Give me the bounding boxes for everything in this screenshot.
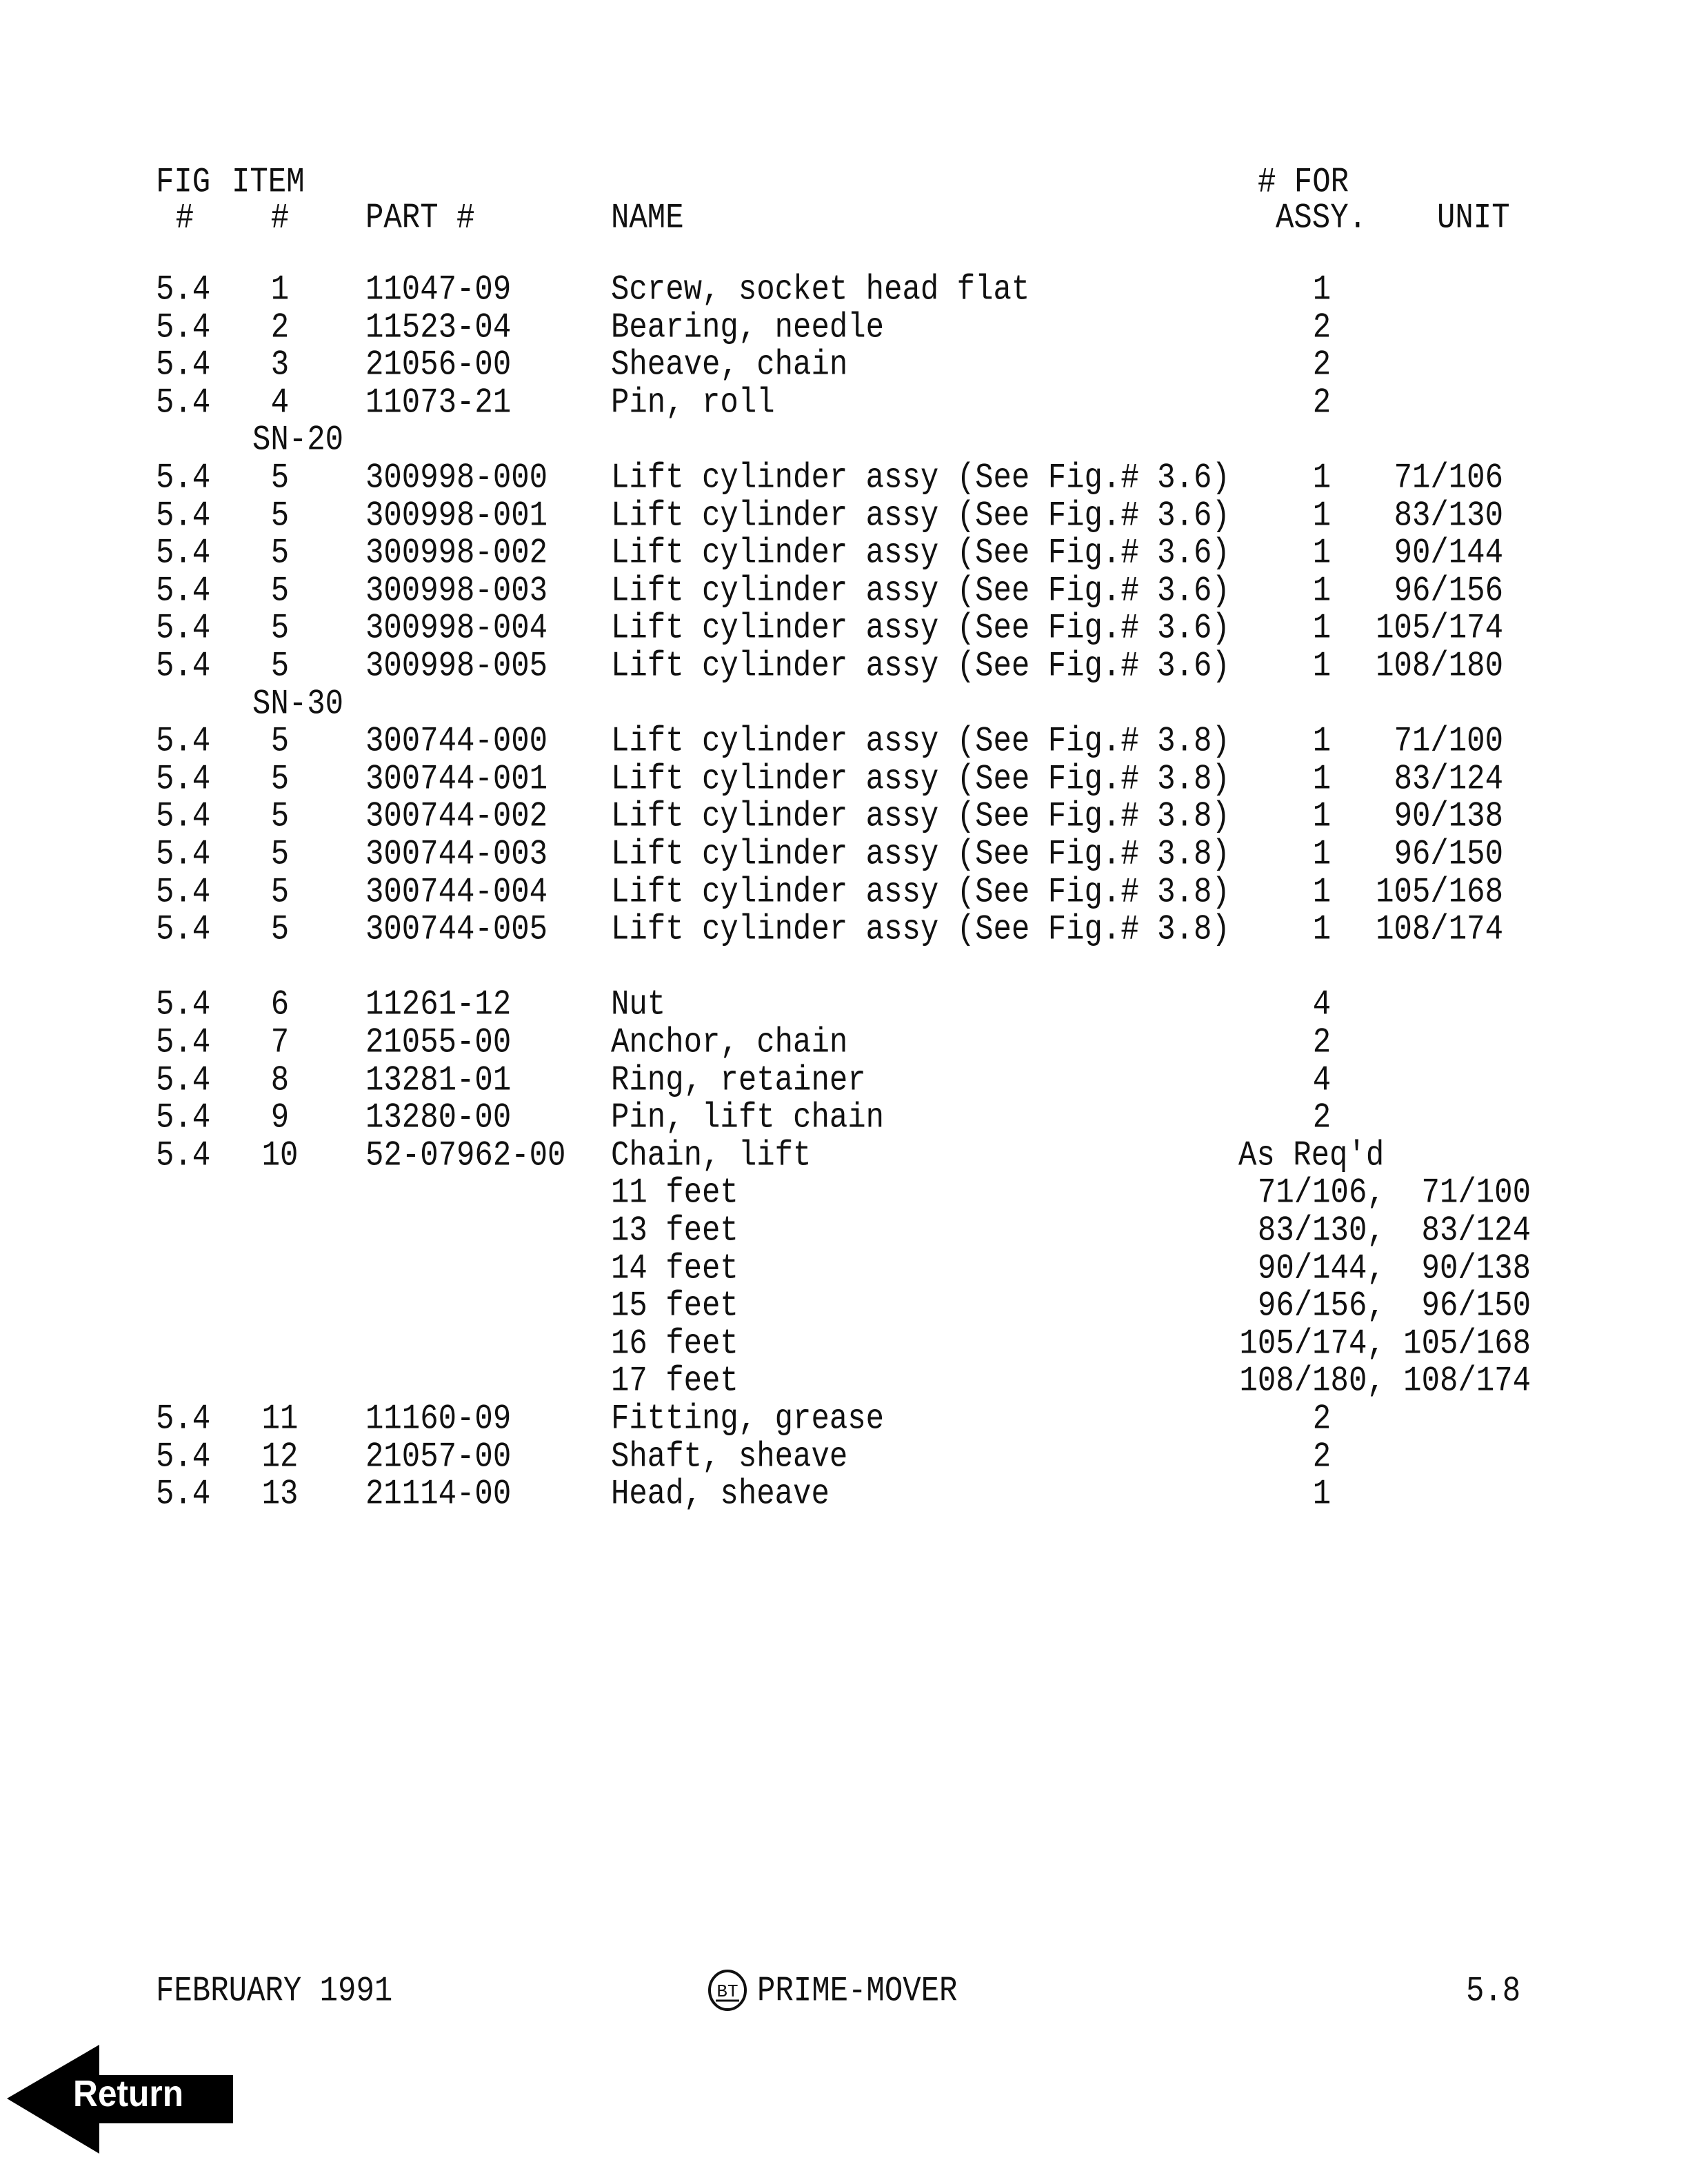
fig-number: 5.4 (156, 722, 211, 762)
item-number: 1 (270, 270, 290, 310)
part-number: 300998-004 (365, 609, 548, 649)
part-number: 300998-002 (365, 534, 548, 574)
part-name: Ring, retainer (611, 1060, 866, 1101)
unit: 96/150 (1394, 835, 1503, 875)
part-name: Lift cylinder assy (See Fig.# 3.8) (611, 910, 1230, 950)
part-number: 11047-09 (365, 270, 512, 310)
quantity-for-assy: 1 (1312, 609, 1332, 649)
item-number: 4 (270, 383, 290, 423)
part-number: 13280-00 (365, 1098, 512, 1138)
fig-number: 5.4 (156, 307, 211, 348)
part-name: Lift cylinder assy (See Fig.# 3.8) (611, 722, 1230, 762)
fig-number: 5.4 (156, 572, 211, 611)
fig-number: 5.4 (156, 1437, 211, 1477)
quantity-for-assy: 2 (1312, 1023, 1332, 1063)
header-item: ITEM (232, 163, 305, 203)
svg-text:BT: BT (716, 1981, 738, 2002)
header-part-number: PART # (365, 199, 475, 239)
part-name: Nut (611, 985, 666, 1026)
footer-page-number: 5.8 (1466, 1972, 1521, 2012)
item-number: 6 (270, 985, 290, 1026)
item-number: 5 (270, 872, 290, 913)
item-number: 13 (261, 1475, 299, 1515)
part-name: Lift cylinder assy (See Fig.# 3.8) (611, 760, 1230, 800)
unit: 83/130 (1394, 496, 1503, 536)
part-name: Lift cylinder assy (See Fig.# 3.6) (611, 609, 1230, 649)
fig-number: 5.4 (156, 760, 211, 800)
fig-number: 5.4 (156, 797, 211, 838)
fig-number: 5.4 (156, 496, 211, 536)
part-number: 300744-001 (365, 760, 548, 800)
unit: 108/174 (1376, 910, 1503, 950)
header-fig: FIG (156, 163, 211, 203)
item-number: 5 (270, 760, 290, 800)
fig-number: 5.4 (156, 985, 211, 1026)
part-name: Shaft, sheave (611, 1437, 848, 1477)
serial-section-label: SN-30 (252, 684, 344, 725)
quantity-for-assy: 1 (1312, 534, 1332, 574)
quantity-for-assy: 1 (1312, 458, 1332, 498)
header-name: NAME (611, 199, 684, 239)
part-number: 300744-003 (365, 835, 548, 875)
part-number: 21114-00 (365, 1475, 512, 1515)
item-number: 8 (270, 1060, 290, 1101)
unit-pair: 108/180, 108/174 (1239, 1362, 1531, 1402)
item-number: 10 (261, 1136, 299, 1176)
part-name: Lift cylinder assy (See Fig.# 3.6) (611, 458, 1230, 498)
fig-number: 5.4 (156, 534, 211, 574)
serial-section-label: SN-20 (252, 421, 344, 461)
fig-number: 5.4 (156, 1023, 211, 1063)
item-number: 5 (270, 572, 290, 611)
header-fig-number: # (175, 199, 194, 239)
item-number: 3 (270, 345, 290, 385)
unit-pair: 83/130, 83/124 (1257, 1211, 1531, 1251)
quantity-for-assy: 1 (1312, 872, 1332, 913)
quantity-for-assy: As Req'd (1238, 1136, 1385, 1176)
item-number: 5 (270, 458, 290, 498)
quantity-for-assy: 2 (1312, 1437, 1332, 1477)
part-number: 300998-003 (365, 572, 548, 611)
unit: 71/106 (1394, 458, 1503, 498)
quantity-for-assy: 2 (1312, 1399, 1332, 1439)
quantity-for-assy: 1 (1312, 647, 1332, 687)
quantity-for-assy: 1 (1312, 760, 1332, 800)
unit: 96/156 (1394, 572, 1503, 611)
fig-number: 5.4 (156, 1060, 211, 1101)
fig-number: 5.4 (156, 835, 211, 875)
part-name: Lift cylinder assy (See Fig.# 3.6) (611, 572, 1230, 611)
quantity-for-assy: 1 (1312, 572, 1332, 611)
fig-number: 5.4 (156, 345, 211, 385)
part-name: Bearing, needle (611, 307, 885, 348)
item-number: 5 (270, 910, 290, 950)
item-number: 11 (261, 1399, 299, 1439)
item-number: 5 (270, 722, 290, 762)
part-name: 16 feet (611, 1324, 738, 1364)
quantity-for-assy: 1 (1312, 722, 1332, 762)
part-name: Anchor, chain (611, 1023, 848, 1063)
item-number: 5 (270, 835, 290, 875)
item-number: 5 (270, 609, 290, 649)
footer-date: FEBRUARY 1991 (156, 1972, 393, 2012)
quantity-for-assy: 4 (1312, 1060, 1332, 1101)
part-name: 14 feet (611, 1248, 738, 1289)
part-name: Screw, socket head flat (611, 270, 1030, 310)
part-name: 17 feet (611, 1362, 738, 1402)
part-number: 21056-00 (365, 345, 512, 385)
unit: 90/138 (1394, 797, 1503, 838)
part-name: Lift cylinder assy (See Fig.# 3.6) (611, 647, 1230, 687)
part-name: 15 feet (611, 1286, 738, 1326)
part-number: 300998-000 (365, 458, 548, 498)
part-name: Sheave, chain (611, 345, 848, 385)
fig-number: 5.4 (156, 1136, 211, 1176)
header-unit: UNIT (1437, 199, 1510, 239)
fig-number: 5.4 (156, 1475, 211, 1515)
unit: 71/100 (1394, 722, 1503, 762)
header-item-number: # (270, 199, 290, 239)
part-name: Lift cylinder assy (See Fig.# 3.8) (611, 835, 1230, 875)
part-number: 300998-001 (365, 496, 548, 536)
part-number: 21057-00 (365, 1437, 512, 1477)
item-number: 7 (270, 1023, 290, 1063)
fig-number: 5.4 (156, 609, 211, 649)
quantity-for-assy: 2 (1312, 383, 1332, 423)
quantity-for-assy: 1 (1312, 1475, 1332, 1515)
unit: 105/174 (1376, 609, 1503, 649)
part-number: 300744-004 (365, 872, 548, 913)
fig-number: 5.4 (156, 910, 211, 950)
fig-number: 5.4 (156, 1098, 211, 1138)
quantity-for-assy: 1 (1312, 835, 1332, 875)
return-button[interactable] (7, 2043, 234, 2155)
header-for: # FOR (1258, 163, 1349, 203)
quantity-for-assy: 1 (1312, 910, 1332, 950)
quantity-for-assy: 1 (1312, 797, 1332, 838)
unit: 108/180 (1376, 647, 1503, 687)
part-number: 11523-04 (365, 307, 512, 348)
fig-number: 5.4 (156, 383, 211, 423)
quantity-for-assy: 2 (1312, 307, 1332, 348)
unit-pair: 71/106, 71/100 (1257, 1173, 1531, 1214)
part-number: 21055-00 (365, 1023, 512, 1063)
item-number: 5 (270, 534, 290, 574)
bt-logo-icon (707, 1969, 747, 2012)
unit-pair: 90/144, 90/138 (1257, 1248, 1531, 1289)
quantity-for-assy: 2 (1312, 345, 1332, 385)
part-number: 13281-01 (365, 1060, 512, 1101)
part-name: Fitting, grease (611, 1399, 885, 1439)
item-number: 5 (270, 797, 290, 838)
part-number: 300744-000 (365, 722, 548, 762)
unit: 105/168 (1376, 872, 1503, 913)
part-name: Chain, lift (611, 1136, 812, 1176)
part-number: 300998-005 (365, 647, 548, 687)
unit-pair: 105/174, 105/168 (1239, 1324, 1531, 1364)
unit-pair: 96/156, 96/150 (1257, 1286, 1531, 1326)
part-name: 13 feet (611, 1211, 738, 1251)
part-number: 11261-12 (365, 985, 512, 1026)
item-number: 2 (270, 307, 290, 348)
quantity-for-assy: 1 (1312, 270, 1332, 310)
fig-number: 5.4 (156, 270, 211, 310)
unit: 90/144 (1394, 534, 1503, 574)
part-number: 52-07962-00 (365, 1136, 566, 1176)
part-number: 11160-09 (365, 1399, 512, 1439)
part-name: 11 feet (611, 1173, 738, 1214)
item-number: 9 (270, 1098, 290, 1138)
item-number: 12 (261, 1437, 299, 1477)
fig-number: 5.4 (156, 1399, 211, 1439)
fig-number: 5.4 (156, 872, 211, 913)
fig-number: 5.4 (156, 647, 211, 687)
part-name: Head, sheave (611, 1475, 830, 1515)
header-assy: ASSY. (1276, 199, 1367, 239)
part-name: Lift cylinder assy (See Fig.# 3.6) (611, 496, 1230, 536)
part-number: 300744-005 (365, 910, 548, 950)
fig-number: 5.4 (156, 458, 211, 498)
part-name: Lift cylinder assy (See Fig.# 3.6) (611, 534, 1230, 574)
return-label: Return (73, 2073, 184, 2114)
part-name: Lift cylinder assy (See Fig.# 3.8) (611, 872, 1230, 913)
part-name: Pin, lift chain (611, 1098, 885, 1138)
quantity-for-assy: 4 (1312, 985, 1332, 1026)
item-number: 5 (270, 496, 290, 536)
unit: 83/124 (1394, 760, 1503, 800)
part-number: 11073-21 (365, 383, 512, 423)
quantity-for-assy: 2 (1312, 1098, 1332, 1138)
part-name: Lift cylinder assy (See Fig.# 3.8) (611, 797, 1230, 838)
footer-brand: PRIME-MOVER (757, 1972, 958, 2012)
part-name: Pin, roll (611, 383, 775, 423)
quantity-for-assy: 1 (1312, 496, 1332, 536)
part-number: 300744-002 (365, 797, 548, 838)
item-number: 5 (270, 647, 290, 687)
